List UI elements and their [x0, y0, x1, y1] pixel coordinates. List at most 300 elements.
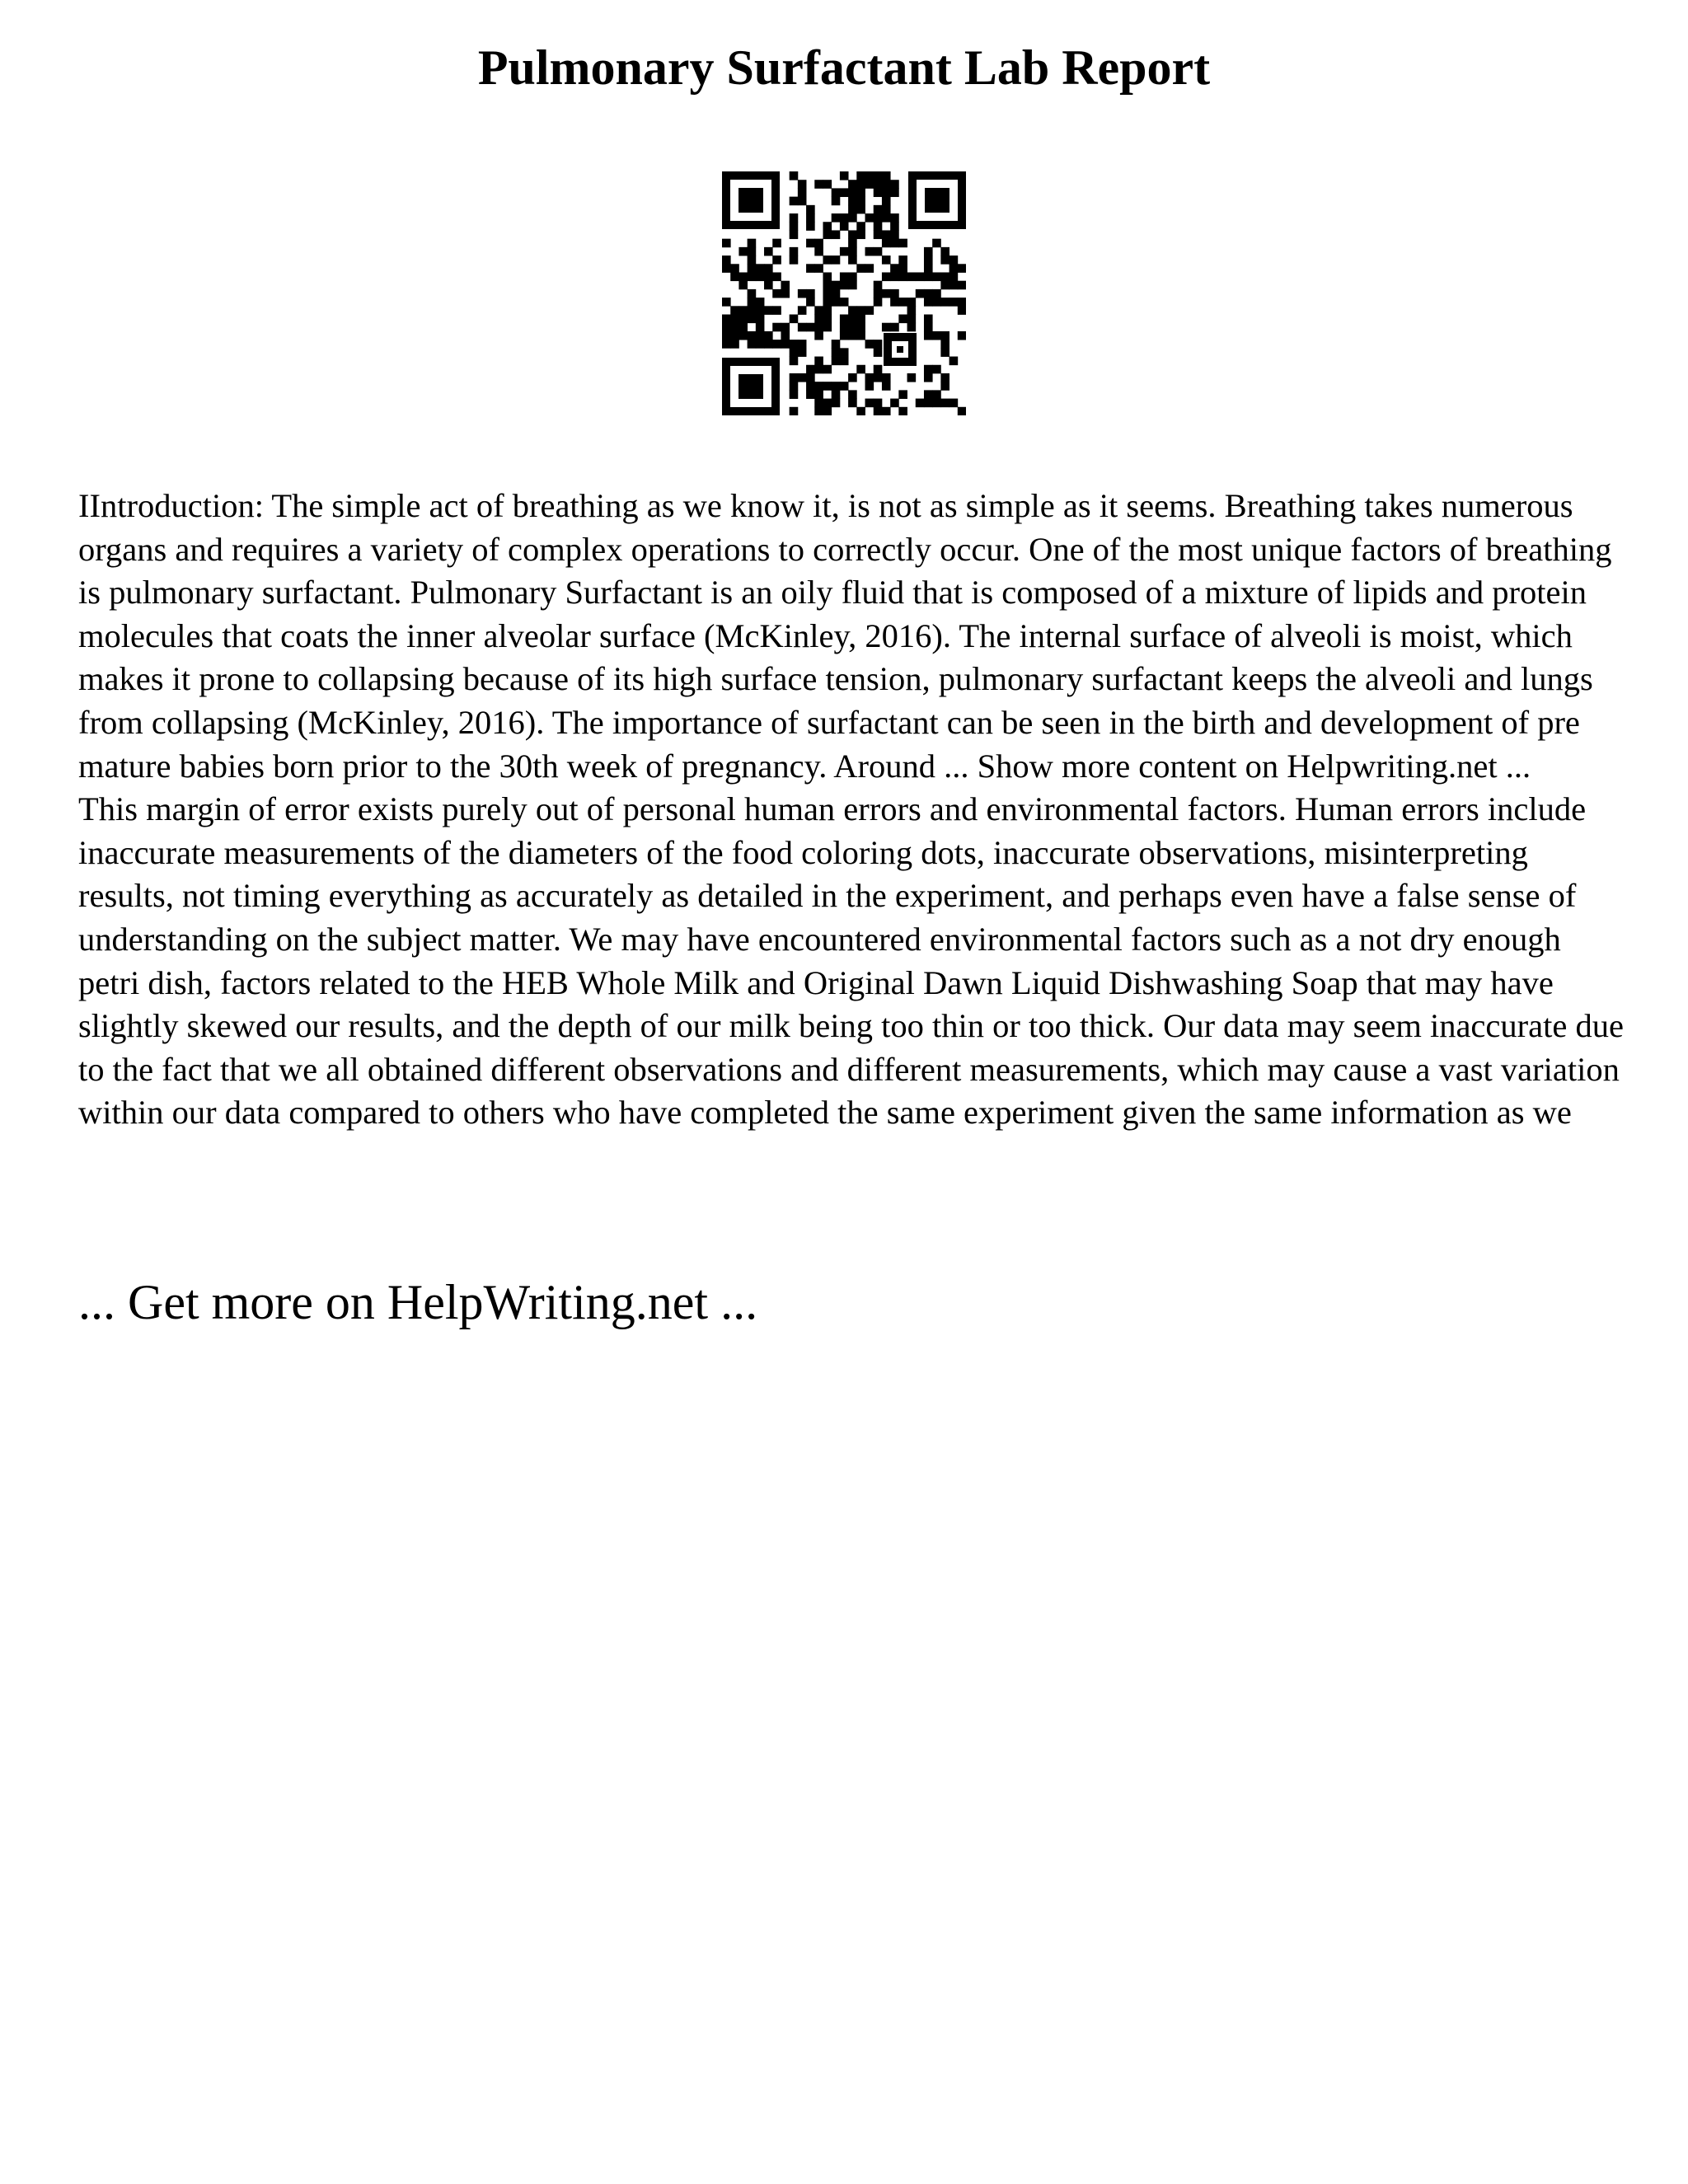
qr-module [848, 255, 857, 265]
qr-module [823, 399, 832, 408]
qr-module [950, 255, 959, 265]
qr-module [772, 239, 781, 248]
qr-module [722, 239, 731, 248]
qr-module [814, 315, 823, 324]
paragraph-margin-of-error: This margin of error exists purely out of personal human errors and environmental factors. Human errors include inaccurate measurements of the diameters of the food coloring dots, inaccurate observations, misinterpreting results, not timing everything as accurately as detailed in the experiment, and perhaps even have a false sense of understanding on the subject matter. We may have encountered environmental factors such as a not dry enough petri dish, factors related to the HEB Whole Milk and Original Dawn Liquid Dishwashing Soap that may have slightly skewed our results, and the depth of our milk being too thin or too thick. Our data may seem inaccurate due to the fact that we all obtained different observations and different measurements, which may cause a vast variation within our data compared to others who have completed the same experiment given the same information as we [78, 790, 1624, 1132]
qr-module [890, 272, 899, 281]
qr-module [790, 255, 799, 265]
qr-module [748, 306, 757, 315]
qr-module [940, 247, 950, 256]
qr-module [924, 399, 933, 408]
qr-module [748, 298, 757, 307]
qr-module [790, 222, 799, 231]
qr-module [856, 331, 865, 340]
qr-module [722, 315, 731, 324]
qr-module [748, 272, 757, 281]
qr-module [940, 348, 950, 357]
qr-module [790, 390, 799, 399]
qr-module [890, 399, 899, 408]
qr-module [832, 382, 841, 391]
qr-code-icon [722, 171, 966, 415]
qr-module [730, 331, 739, 340]
qr-module [874, 340, 883, 349]
qr-module [748, 289, 757, 298]
qr-module [882, 289, 891, 298]
qr-module [916, 399, 925, 408]
qr-module [932, 239, 941, 248]
qr-module [882, 323, 891, 332]
qr-module [890, 213, 899, 223]
qr-module [856, 230, 865, 239]
qr-module [832, 230, 841, 239]
qr-module [756, 315, 765, 324]
qr-module [848, 205, 857, 214]
qr-module [848, 323, 857, 332]
qr-module [823, 180, 832, 189]
qr-module [840, 357, 849, 366]
qr-module [772, 289, 781, 298]
qr-module [823, 281, 832, 290]
qr-module [865, 247, 874, 256]
qr-module [748, 247, 757, 256]
qr-module [940, 340, 950, 349]
qr-module [823, 230, 832, 239]
qr-module [814, 247, 823, 256]
qr-module [856, 180, 865, 189]
qr-module [848, 272, 857, 281]
qr-module [806, 239, 815, 248]
qr-module [756, 323, 765, 332]
qr-module [848, 373, 857, 382]
qr-module [874, 171, 883, 180]
qr-module [932, 298, 941, 307]
qr-module [722, 298, 731, 307]
qr-module [882, 373, 891, 382]
qr-module [932, 399, 941, 408]
qr-module [840, 272, 849, 281]
qr-module [882, 180, 891, 189]
qr-module [806, 205, 815, 214]
qr-module [814, 331, 823, 340]
qr-module [848, 315, 857, 324]
qr-module [907, 272, 917, 281]
qr-module [764, 306, 773, 315]
qr-module [848, 247, 857, 256]
qr-module [882, 188, 891, 197]
qr-module [856, 222, 865, 231]
qr-module [832, 399, 841, 408]
qr-module [907, 373, 917, 382]
qr-module [874, 348, 883, 357]
qr-module [840, 331, 849, 340]
qr-module [848, 197, 857, 206]
qr-module [916, 289, 925, 298]
qr-module [848, 390, 857, 399]
qr-module [756, 306, 765, 315]
qr-module [806, 323, 815, 332]
qr-module [756, 298, 765, 307]
qr-module [781, 289, 790, 298]
qr-module [865, 180, 874, 189]
qr-module [856, 306, 865, 315]
qr-module [940, 281, 950, 290]
qr-module [856, 315, 865, 324]
qr-module [772, 255, 781, 265]
qr-module [814, 365, 823, 374]
qr-module [806, 289, 815, 298]
qr-module [790, 213, 799, 223]
qr-module [958, 331, 966, 340]
qr-module [898, 407, 907, 415]
qr-module [882, 407, 891, 415]
qr-module [856, 188, 865, 197]
qr-module [781, 323, 790, 332]
qr-module [814, 306, 823, 315]
qr-module [748, 255, 757, 265]
qr-module [814, 357, 823, 366]
qr-module [924, 365, 933, 374]
qr-module [738, 247, 748, 256]
qr-module [798, 289, 807, 298]
qr-module [856, 407, 865, 415]
qr-module [924, 373, 933, 382]
qr-module [840, 171, 849, 180]
qr-module [950, 399, 959, 408]
qr-module [748, 264, 757, 273]
qr-module [907, 315, 917, 324]
qr-module [840, 222, 849, 231]
qr-module [798, 340, 807, 349]
qr-module [798, 373, 807, 382]
qr-module [832, 340, 841, 349]
qr-module [907, 298, 917, 307]
qr-module [722, 340, 731, 349]
qr-module [840, 348, 849, 357]
qr-module [874, 230, 883, 239]
qr-module [890, 289, 899, 298]
qr-module [748, 340, 757, 349]
page-title: Pulmonary Surfactant Lab Report [477, 40, 1211, 95]
qr-module [832, 357, 841, 366]
qr-module [950, 281, 959, 290]
qr-module [832, 255, 841, 265]
qr-module [958, 306, 966, 315]
qr-module [823, 323, 832, 332]
qr-module [932, 365, 941, 374]
qr-module [958, 298, 966, 307]
qr-module [865, 382, 874, 391]
qr-module [823, 306, 832, 315]
qr-module [874, 205, 883, 214]
qr-module [890, 222, 899, 231]
qr-module [848, 230, 857, 239]
qr-module [781, 331, 790, 340]
qr-module [856, 171, 865, 180]
qr-module [882, 197, 891, 206]
qr-module [748, 239, 757, 248]
qr-module [823, 365, 832, 374]
qr-module [823, 272, 832, 281]
qr-module [790, 348, 799, 357]
qr-module [924, 255, 933, 265]
qr-module [798, 306, 807, 315]
qr-module [890, 180, 899, 189]
qr-module [814, 264, 823, 273]
qr-module [940, 255, 950, 265]
qr-module [856, 205, 865, 214]
qr-module [722, 323, 731, 332]
qr-module [823, 315, 832, 324]
qr-module [848, 306, 857, 315]
qr-module [790, 357, 799, 366]
qr-module [806, 222, 815, 231]
qr-module [772, 340, 781, 349]
qr-module [916, 272, 925, 281]
qr-module [722, 255, 731, 265]
qr-module [730, 264, 739, 273]
qr-module [874, 399, 883, 408]
qr-module [722, 331, 731, 340]
qr-module [907, 323, 917, 332]
qr-module [874, 222, 883, 231]
qr-module [806, 390, 815, 399]
qr-module [874, 289, 883, 298]
qr-module [924, 331, 933, 340]
qr-module [823, 255, 832, 265]
qr-module [882, 213, 891, 223]
qr-module [898, 264, 907, 273]
qr-module [856, 264, 865, 273]
qr-module [748, 331, 757, 340]
qr-module [738, 323, 748, 332]
qr-module [932, 390, 941, 399]
qr-module [865, 264, 874, 273]
qr-module [840, 247, 849, 256]
qr-module [832, 298, 841, 307]
qr-module [790, 247, 799, 256]
qr-module [823, 289, 832, 298]
qr-module [848, 239, 857, 248]
qr-module [874, 373, 883, 382]
qr-module [798, 188, 807, 197]
qr-module [898, 298, 907, 307]
qr-module [940, 399, 950, 408]
qr-module [848, 213, 857, 223]
qr-module [874, 213, 883, 223]
qr-module [898, 255, 907, 265]
qr-module [806, 382, 815, 391]
qr-module [950, 298, 959, 307]
qr-module [823, 382, 832, 391]
qr-module [856, 365, 865, 374]
qr-module [940, 373, 950, 382]
qr-module [924, 298, 933, 307]
qr-module [798, 348, 807, 357]
qr-module [756, 272, 765, 281]
qr-module [882, 171, 891, 180]
qr-module [848, 399, 857, 408]
qr-module [781, 281, 790, 290]
qr-module [882, 205, 891, 214]
qr-module [924, 323, 933, 332]
qr-module [823, 407, 832, 415]
qr-module [848, 281, 857, 290]
qr-module [738, 315, 748, 324]
qr-module [738, 272, 748, 281]
qr-module [840, 213, 849, 223]
qr-module [790, 230, 799, 239]
qr-module [730, 272, 739, 281]
qr-module [865, 340, 874, 349]
qr-module [730, 315, 739, 324]
qr-module [924, 315, 933, 324]
qr-module [790, 340, 799, 349]
qr-module [940, 382, 950, 391]
qr-module [798, 180, 807, 189]
qr-module [898, 239, 907, 248]
qr-module [798, 323, 807, 332]
qr-module [874, 188, 883, 197]
qr-module [806, 365, 815, 374]
qr-module [764, 281, 773, 290]
qr-module [814, 382, 823, 391]
qr-module [756, 264, 765, 273]
qr-module [932, 272, 941, 281]
qr-module [730, 306, 739, 315]
qr-module [832, 197, 841, 206]
qr-module [882, 272, 891, 281]
qr-module [865, 213, 874, 223]
qr-module [890, 230, 899, 239]
qr-module [874, 298, 883, 307]
qr-module [832, 188, 841, 197]
qr-module [764, 247, 773, 256]
qr-module [756, 331, 765, 340]
paragraph-introduction: IIntroduction: The simple act of breathing as we know it, is not as simple as it seems. Breathing takes numerous organs and requires a variety of complex operations to correctly occur. One of the most unique factors of breathing is pulmonary surfactant. Pulmonary Surfactant is an oily fluid that is composed of a mixture of lipids and protein molecules that coats the inner alveolar surface (McKinley, 2016). The internal surface of alveoli is moist, which makes it prone to collapsing because of its high surface tension, pulmonary surfactant keeps the alveoli and lungs from collapsing (McKinley, 2016). The importance of surfactant can be seen in the birth and development of pre mature babies born prior to the 30th week of pregnancy. Around ... Show more content on Helpwriting.net ... [78, 487, 1612, 785]
qr-module [840, 188, 849, 197]
qr-module [798, 197, 807, 206]
qr-module [790, 171, 799, 180]
qr-module [738, 281, 748, 290]
qr-module [882, 382, 891, 391]
qr-module [950, 357, 959, 366]
qr-module [924, 272, 933, 281]
qr-module [814, 180, 823, 189]
qr-module [865, 171, 874, 180]
qr-module [738, 331, 748, 340]
qr-module [764, 272, 773, 281]
qr-module [907, 306, 917, 315]
qr-module [781, 340, 790, 349]
qr-module [856, 323, 865, 332]
qr-module [814, 239, 823, 248]
qr-module [790, 407, 799, 415]
qr-module [814, 390, 823, 399]
qr-module [790, 197, 799, 206]
qr-module [865, 306, 874, 315]
qr-module [950, 272, 959, 281]
qr-module [924, 390, 933, 399]
qr-module [950, 264, 959, 273]
qr-module [806, 373, 815, 382]
qr-module [730, 323, 739, 332]
qr-module [730, 340, 739, 349]
qr-module [890, 298, 899, 307]
qr-module [874, 247, 883, 256]
qr-module [772, 323, 781, 332]
qr-module [814, 323, 823, 332]
qr-module [865, 373, 874, 382]
qr-module [932, 289, 941, 298]
qr-module [924, 264, 933, 273]
qr-module [874, 365, 883, 374]
qr-module [898, 390, 907, 399]
qr-module [932, 331, 941, 340]
get-more-link[interactable]: ... Get more on HelpWriting.net ... [78, 1275, 758, 1329]
qr-module [772, 272, 781, 281]
qr-module [738, 306, 748, 315]
qr-module [840, 298, 849, 307]
qr-module [874, 281, 883, 290]
qr-module [940, 272, 950, 281]
qr-module [840, 382, 849, 391]
qr-module [840, 315, 849, 324]
qr-module [790, 315, 799, 324]
qr-module [748, 315, 757, 324]
qr-module [840, 281, 849, 290]
qr-module [848, 188, 857, 197]
qr-module [848, 180, 857, 189]
qr-module [882, 230, 891, 239]
qr-module [882, 255, 891, 265]
qr-module [940, 331, 950, 340]
qr-module [832, 390, 841, 399]
qr-module [890, 323, 899, 332]
qr-module [806, 264, 815, 273]
qr-module [772, 306, 781, 315]
qr-module [874, 180, 883, 189]
qr-module [756, 340, 765, 349]
qr-module [865, 399, 874, 408]
qr-module [814, 399, 823, 408]
qr-module [958, 264, 966, 273]
qr-module [806, 213, 815, 223]
qr-module [764, 340, 773, 349]
qr-module [924, 289, 933, 298]
qr-module [764, 264, 773, 273]
qr-module [832, 281, 841, 290]
qr-module [832, 348, 841, 357]
qr-module [958, 281, 966, 290]
qr-module [823, 222, 832, 231]
qr-module [882, 239, 891, 248]
qr-module [840, 323, 849, 332]
qr-module [890, 264, 899, 273]
qr-module [898, 315, 907, 324]
qr-module [890, 239, 899, 248]
qr-module [764, 331, 773, 340]
qr-module [958, 407, 966, 415]
qr-module [814, 407, 823, 415]
qr-module [924, 247, 933, 256]
qr-module [832, 213, 841, 223]
qr-module [856, 197, 865, 206]
qr-module [832, 289, 841, 298]
qr-module [722, 264, 731, 273]
qr-module [790, 382, 799, 391]
document-body [78, 485, 1628, 1135]
qr-module [898, 272, 907, 281]
